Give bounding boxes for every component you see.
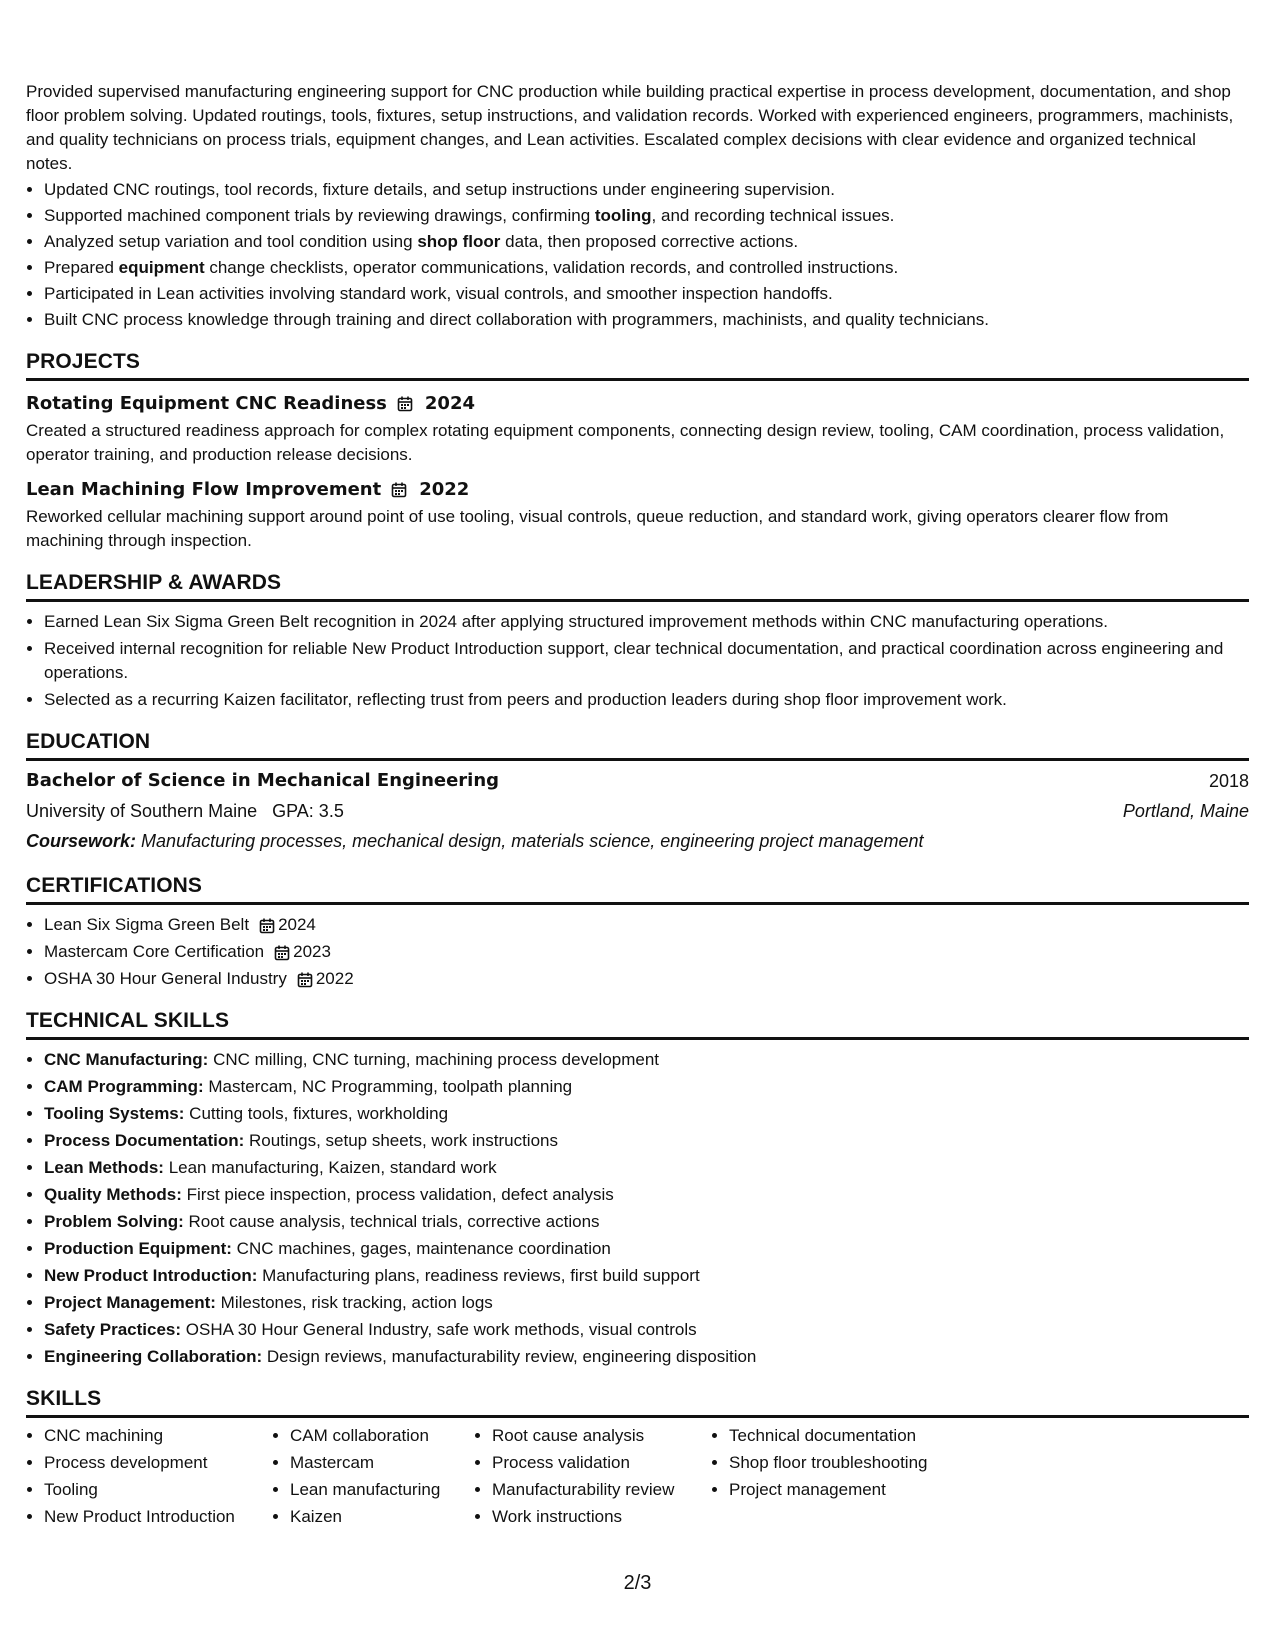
certification-item xyxy=(44,913,1249,937)
technical-skill-item: • Process Documentation: Routings, setup sheets, work instructions xyxy=(44,1129,1249,1153)
technical-skills-list xyxy=(26,1048,1249,1369)
project-year: 2024 xyxy=(424,393,475,414)
technical-skill-item: • Tooling Systems: Cutting tools, fixtures, workholding xyxy=(44,1102,1249,1126)
technical-skill-item: • Quality Methods: First piece inspection, process validation, defect analysis xyxy=(44,1183,1249,1207)
calendar-icon xyxy=(391,482,407,498)
coursework-text: Manufacturing processes, mechanical design, materials science, engineering project management xyxy=(141,831,924,851)
technical-skill-item: • Engineering Collaboration: Design reviews, manufacturability review, engineering disposition xyxy=(44,1345,1249,1369)
skill-item: • Technical documentation xyxy=(729,1424,989,1448)
skill-item: • Work instructions xyxy=(492,1505,711,1529)
skills-grid xyxy=(26,1424,1249,1532)
education-entry xyxy=(26,766,1249,856)
certification-name: Mastercam Core Certification xyxy=(44,942,265,961)
project-title-row xyxy=(26,477,1249,503)
education-degree: Bachelor of Science in Mechanical Engineering xyxy=(26,770,500,791)
technical-skill-item: • New Product Introduction: Manufacturing plans, readiness reviews, first build support xyxy=(44,1264,1249,1288)
certification-item xyxy=(44,940,1249,964)
experience-bullets xyxy=(26,178,1249,332)
project-title: Rotating Equipment CNC Readiness xyxy=(26,393,387,414)
skill-item: • New Product Introduction xyxy=(44,1505,272,1529)
calendar-icon xyxy=(274,945,290,961)
technical-skill-item: • CAM Programming: Mastercam, NC Programming, toolpath planning xyxy=(44,1075,1249,1099)
technical-skill-item: • Project Management: Milestones, risk tracking, action logs xyxy=(44,1291,1249,1315)
project-title-row xyxy=(26,391,1249,417)
education-school: University of Southern Maine xyxy=(26,801,258,821)
project-year: 2022 xyxy=(419,479,470,500)
technical-skills-heading: TECHNICAL SKILLS xyxy=(26,1009,1249,1040)
skill-item: • Tooling xyxy=(44,1478,272,1502)
technical-skill-item: • Production Equipment: CNC machines, gages, maintenance coordination xyxy=(44,1237,1249,1261)
skill-item: • Process validation xyxy=(492,1451,711,1475)
page-number: 2/3 xyxy=(623,1572,652,1594)
certification-item xyxy=(44,967,1249,991)
certification-year: 2022 xyxy=(315,969,354,988)
experience-bullet: • Supported machined component trials by reviewing drawings, confirming tooling, and recording technical issues. xyxy=(44,204,1249,228)
skill-item: • Mastercam xyxy=(290,1451,474,1475)
certifications-list xyxy=(26,913,1249,991)
calendar-icon xyxy=(297,972,313,988)
skill-item: • Lean manufacturing xyxy=(290,1478,474,1502)
technical-skill-item: • Problem Solving: Root cause analysis, technical trials, corrective actions xyxy=(44,1210,1249,1234)
education-school-block xyxy=(26,796,344,826)
certification-year: 2024 xyxy=(278,915,316,934)
calendar-icon xyxy=(397,396,413,412)
skill-item: • CAM collaboration xyxy=(290,1424,474,1448)
skills-heading: SKILLS xyxy=(26,1387,1249,1418)
technical-skill-item: • CNC Manufacturing: CNC milling, CNC turning, machining process development xyxy=(44,1048,1249,1072)
leadership-bullet: • Earned Lean Six Sigma Green Belt recognition in 2024 after applying structured improvement methods within CNC manufacturing operations. xyxy=(44,610,1249,634)
experience-bullet: • Prepared equipment change checklists, operator communications, validation records, and controlled instructions. xyxy=(44,256,1249,280)
education-coursework xyxy=(26,826,1249,856)
education-heading: EDUCATION xyxy=(26,730,1249,761)
skill-item: • Project management xyxy=(729,1478,989,1502)
skill-item: • Process development xyxy=(44,1451,272,1475)
skill-item: • Root cause analysis xyxy=(492,1424,711,1448)
technical-skill-item: • Lean Methods: Lean manufacturing, Kaizen, standard work xyxy=(44,1156,1249,1180)
experience-bullet: • Analyzed setup variation and tool condition using shop floor data, then proposed corrective actions. xyxy=(44,230,1249,254)
skill-item: • Shop floor troubleshooting xyxy=(729,1451,989,1475)
project-item xyxy=(26,477,1249,553)
projects-heading: PROJECTS xyxy=(26,350,1249,381)
leadership-bullets xyxy=(26,610,1249,712)
certification-name: OSHA 30 Hour General Industry xyxy=(44,969,287,988)
experience-bullet: • Built CNC process knowledge through training and direct collaboration with programmers, machinists, and quality technicians. xyxy=(44,308,1249,332)
skills-column xyxy=(26,1424,272,1532)
technical-skill-item: • Safety Practices: OSHA 30 Hour General Industry, safe work methods, visual controls xyxy=(44,1318,1249,1342)
project-description: Reworked cellular machining support around point of use tooling, visual controls, queue reduction, and standard work, giving operators clearer flow from machining through inspection. xyxy=(26,507,1169,550)
leadership-heading: LEADERSHIP & AWARDS xyxy=(26,571,1249,602)
education-year: 2018 xyxy=(1208,771,1249,791)
experience-bullet: • Updated CNC routings, tool records, fixture details, and setup instructions under engineering supervision. xyxy=(44,178,1249,202)
coursework-label: Coursework: xyxy=(26,831,137,851)
project-description: Created a structured readiness approach for complex rotating equipment components, connecting design review, tooling, CAM coordination, process validation, operator training, and production release decisions. xyxy=(26,421,1225,464)
skill-item: • CNC machining xyxy=(44,1424,272,1448)
education-gpa: GPA: 3.5 xyxy=(272,801,344,821)
certification-name: Lean Six Sigma Green Belt xyxy=(44,915,250,934)
skills-column xyxy=(272,1424,474,1532)
skills-column xyxy=(711,1424,989,1532)
certifications-heading: CERTIFICATIONS xyxy=(26,874,1249,905)
skill-item: • Manufacturability review xyxy=(492,1478,711,1502)
project-item xyxy=(26,391,1249,467)
experience-summary: Provided supervised manufacturing engineering support for CNC production while building practical expertise in process development, documentation, and shop floor problem solving. Updated routings, tools, fixtures, setup instructions, and validation records. Worked with experienced engineers, programmers, machinists, and quality technicians on process trials, equipment changes, and Lean activities. Escalated complex decisions with clear evidence and organized technical notes. xyxy=(26,82,1234,173)
experience-bullet: • Participated in Lean activities involving standard work, visual controls, and smoother inspection handoffs. xyxy=(44,282,1249,306)
project-title: Lean Machining Flow Improvement xyxy=(26,479,382,500)
education-location: Portland, Maine xyxy=(1122,801,1249,821)
skills-column xyxy=(474,1424,711,1532)
calendar-icon xyxy=(259,918,275,934)
education-school-row xyxy=(26,796,1249,826)
leadership-bullet: • Selected as a recurring Kaizen facilitator, reflecting trust from peers and production leaders during shop floor improvement work. xyxy=(44,688,1249,712)
certification-year: 2023 xyxy=(293,942,331,961)
skill-item: • Kaizen xyxy=(290,1505,474,1529)
education-degree-row xyxy=(26,766,1249,796)
leadership-bullet: • Received internal recognition for reliable New Product Introduction support, clear technical documentation, and practical coordination across engineering and operations. xyxy=(44,637,1249,685)
